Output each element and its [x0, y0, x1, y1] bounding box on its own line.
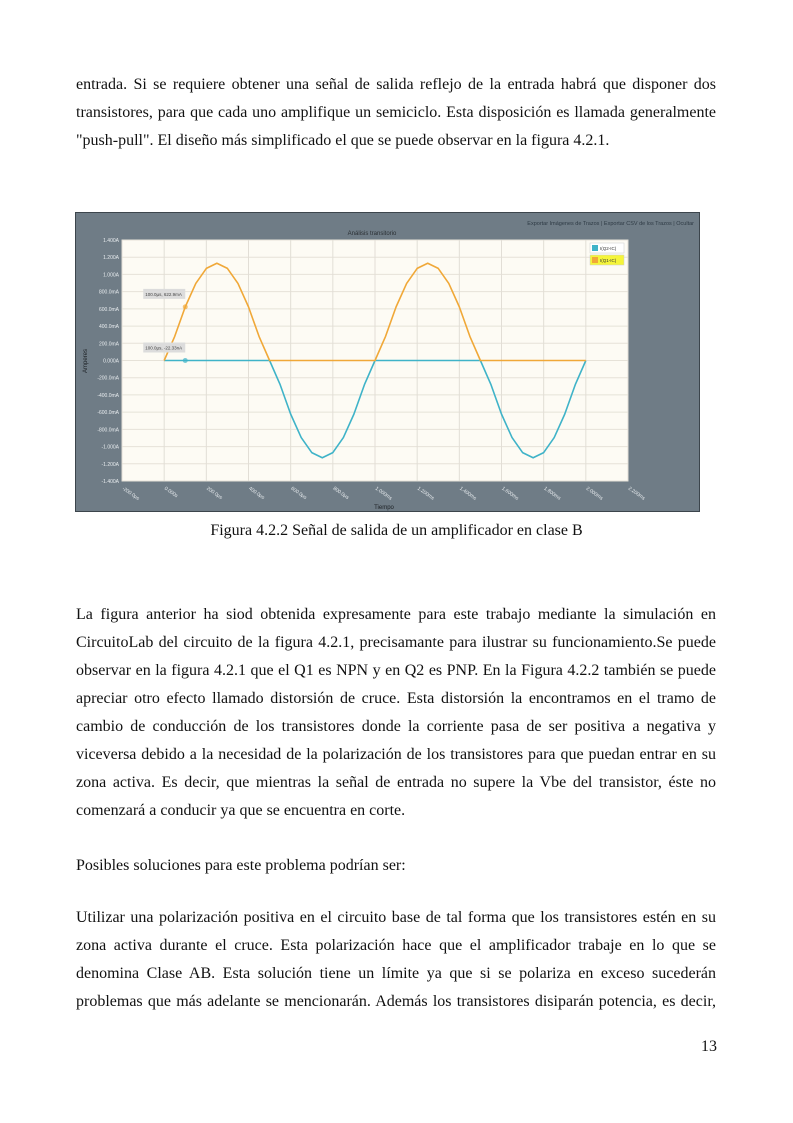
x-tick-label: 1.600ms: [500, 485, 520, 502]
x-tick-label: 1.000ms: [373, 485, 394, 502]
x-tick-label: -200.0µs: [120, 485, 141, 502]
x-tick-label: 1.200ms: [416, 485, 436, 502]
legend-swatch: [592, 257, 598, 263]
legend-swatch: [592, 245, 598, 251]
x-tick-label: 800.0µs: [331, 485, 350, 501]
y-tick-label: -1.400A: [101, 479, 119, 485]
legend-label: I(Q2-IC): [600, 246, 617, 251]
text-line: apreciar otro efecto llamado distorsión de cruce. Esta distorsión la encontramos en el tramo de: [76, 690, 716, 707]
paragraph-explanation: [76, 601, 716, 825]
y-tick-label: -200.0mA: [97, 375, 119, 382]
paragraph-intro: [76, 71, 716, 155]
x-tick-label: 600.0µs: [289, 485, 308, 501]
annotation-marker[interactable]: [183, 304, 188, 309]
y-tick-label: 400.0mA: [98, 324, 119, 331]
chart-toolbar-links[interactable]: Exportar Imágenes de Trazos | Exportar CSV de los Trazos | Ocultar: [527, 221, 694, 227]
annotation-label: 100.0µs, 622.9mA: [145, 291, 182, 297]
y-tick-label: 200.0mA: [98, 341, 119, 348]
annotation-marker[interactable]: [183, 358, 188, 363]
figure-caption: Figura 4.2.2 Señal de salida de un amplificador en clase B: [210, 522, 583, 539]
paragraph-solutions-intro: [76, 852, 716, 880]
transient-chart: [76, 213, 701, 513]
paragraph-solution-ab: [76, 904, 716, 1016]
text-line: CircuitoLab del circuito de la figura 4.2.1, precisamante para ilustrar su funcionamiento.Se puede: [76, 634, 716, 651]
text-line: observar en la figura 4.2.1 que el Q1 es NPN y en Q2 es PNP. En la Figura 4.2.2 también se puede: [76, 662, 716, 679]
y-tick-label: -800.0mA: [97, 427, 119, 434]
y-tick-label: 800.0mA: [98, 289, 119, 296]
y-tick-label: -600.0mA: [97, 410, 119, 417]
x-tick-label: 200.0µs: [205, 485, 224, 501]
y-tick-label: -1.200A: [101, 461, 119, 468]
text-line: transistores, para que cada uno amplifique un semiciclo. Esta disposición es llamada generalmente: [76, 104, 716, 121]
text-line: comenzará a conducir ya que se encuentra en corte.: [76, 802, 406, 819]
text-line: problemas que más adelante se mencionarán. Además los transistores disiparán potencia, es decir,: [76, 993, 716, 1010]
text-line: cambio de conducción de los transistores donde la corriente pasa de ser positiva a negativa y: [76, 718, 716, 735]
y-tick-label: -400.0mA: [97, 392, 119, 399]
y-axis-label: Amperes: [83, 348, 89, 374]
text-line: Utilizar una polarización positiva en el circuito base de tal forma que los transistores estén en su: [76, 909, 716, 926]
legend-label: I(Q1-IC): [600, 258, 617, 263]
figure-chart: [75, 212, 700, 512]
text-line: zona activa. Es decir, que mientras la señal de entrada no supere la Vbe del transistor, éste no: [76, 774, 716, 791]
annotation-label: 100.0µs, -22.33nA: [145, 345, 183, 351]
y-tick-label: 1.400A: [103, 238, 119, 244]
chart-title: Análisis transitorio: [347, 231, 397, 237]
text-line: entrada. Si se requiere obtener una señal de salida reflejo de la entrada habrá que disponer dos: [76, 76, 716, 93]
x-tick-label: 1.400ms: [458, 485, 478, 502]
page-number: 13: [701, 1038, 717, 1055]
y-tick-label: -1.000A: [101, 444, 119, 451]
text-line: La figura anterior ha siod obtenida expresamente para este trabajo mediante la simulación en: [76, 606, 716, 623]
x-tick-label: 0.000s: [163, 485, 179, 500]
y-tick-label: 1.200A: [103, 255, 119, 262]
x-axis-label: Tiempo: [374, 505, 394, 511]
text-line: denomina Clase AB. Esta solución tiene un límite ya que si se polariza en exceso sucederán: [76, 965, 716, 982]
text-line: Posibles soluciones para este problema podrían ser:: [76, 857, 406, 874]
y-tick-label: 1.000A: [103, 272, 119, 279]
text-line: "push-pull". El diseño más simplificado el que se puede observar en la figura 4.2.1.: [76, 132, 610, 149]
x-tick-label: 2.000ms: [584, 485, 604, 502]
y-tick-label: 0.000A: [103, 358, 119, 365]
x-tick-label: 1.800ms: [542, 485, 562, 502]
x-tick-label: 2.200ms: [626, 485, 647, 502]
x-tick-label: 400.0µs: [247, 485, 266, 501]
text-line: viceversa debido a la necesidad de la polarización de los transistores para que puedan entrar en su: [76, 746, 716, 763]
text-line: zona activa durante el cruce. Esta polarización hace que el amplificador trabaje en lo que se: [76, 937, 716, 954]
y-tick-label: 600.0mA: [98, 306, 119, 313]
